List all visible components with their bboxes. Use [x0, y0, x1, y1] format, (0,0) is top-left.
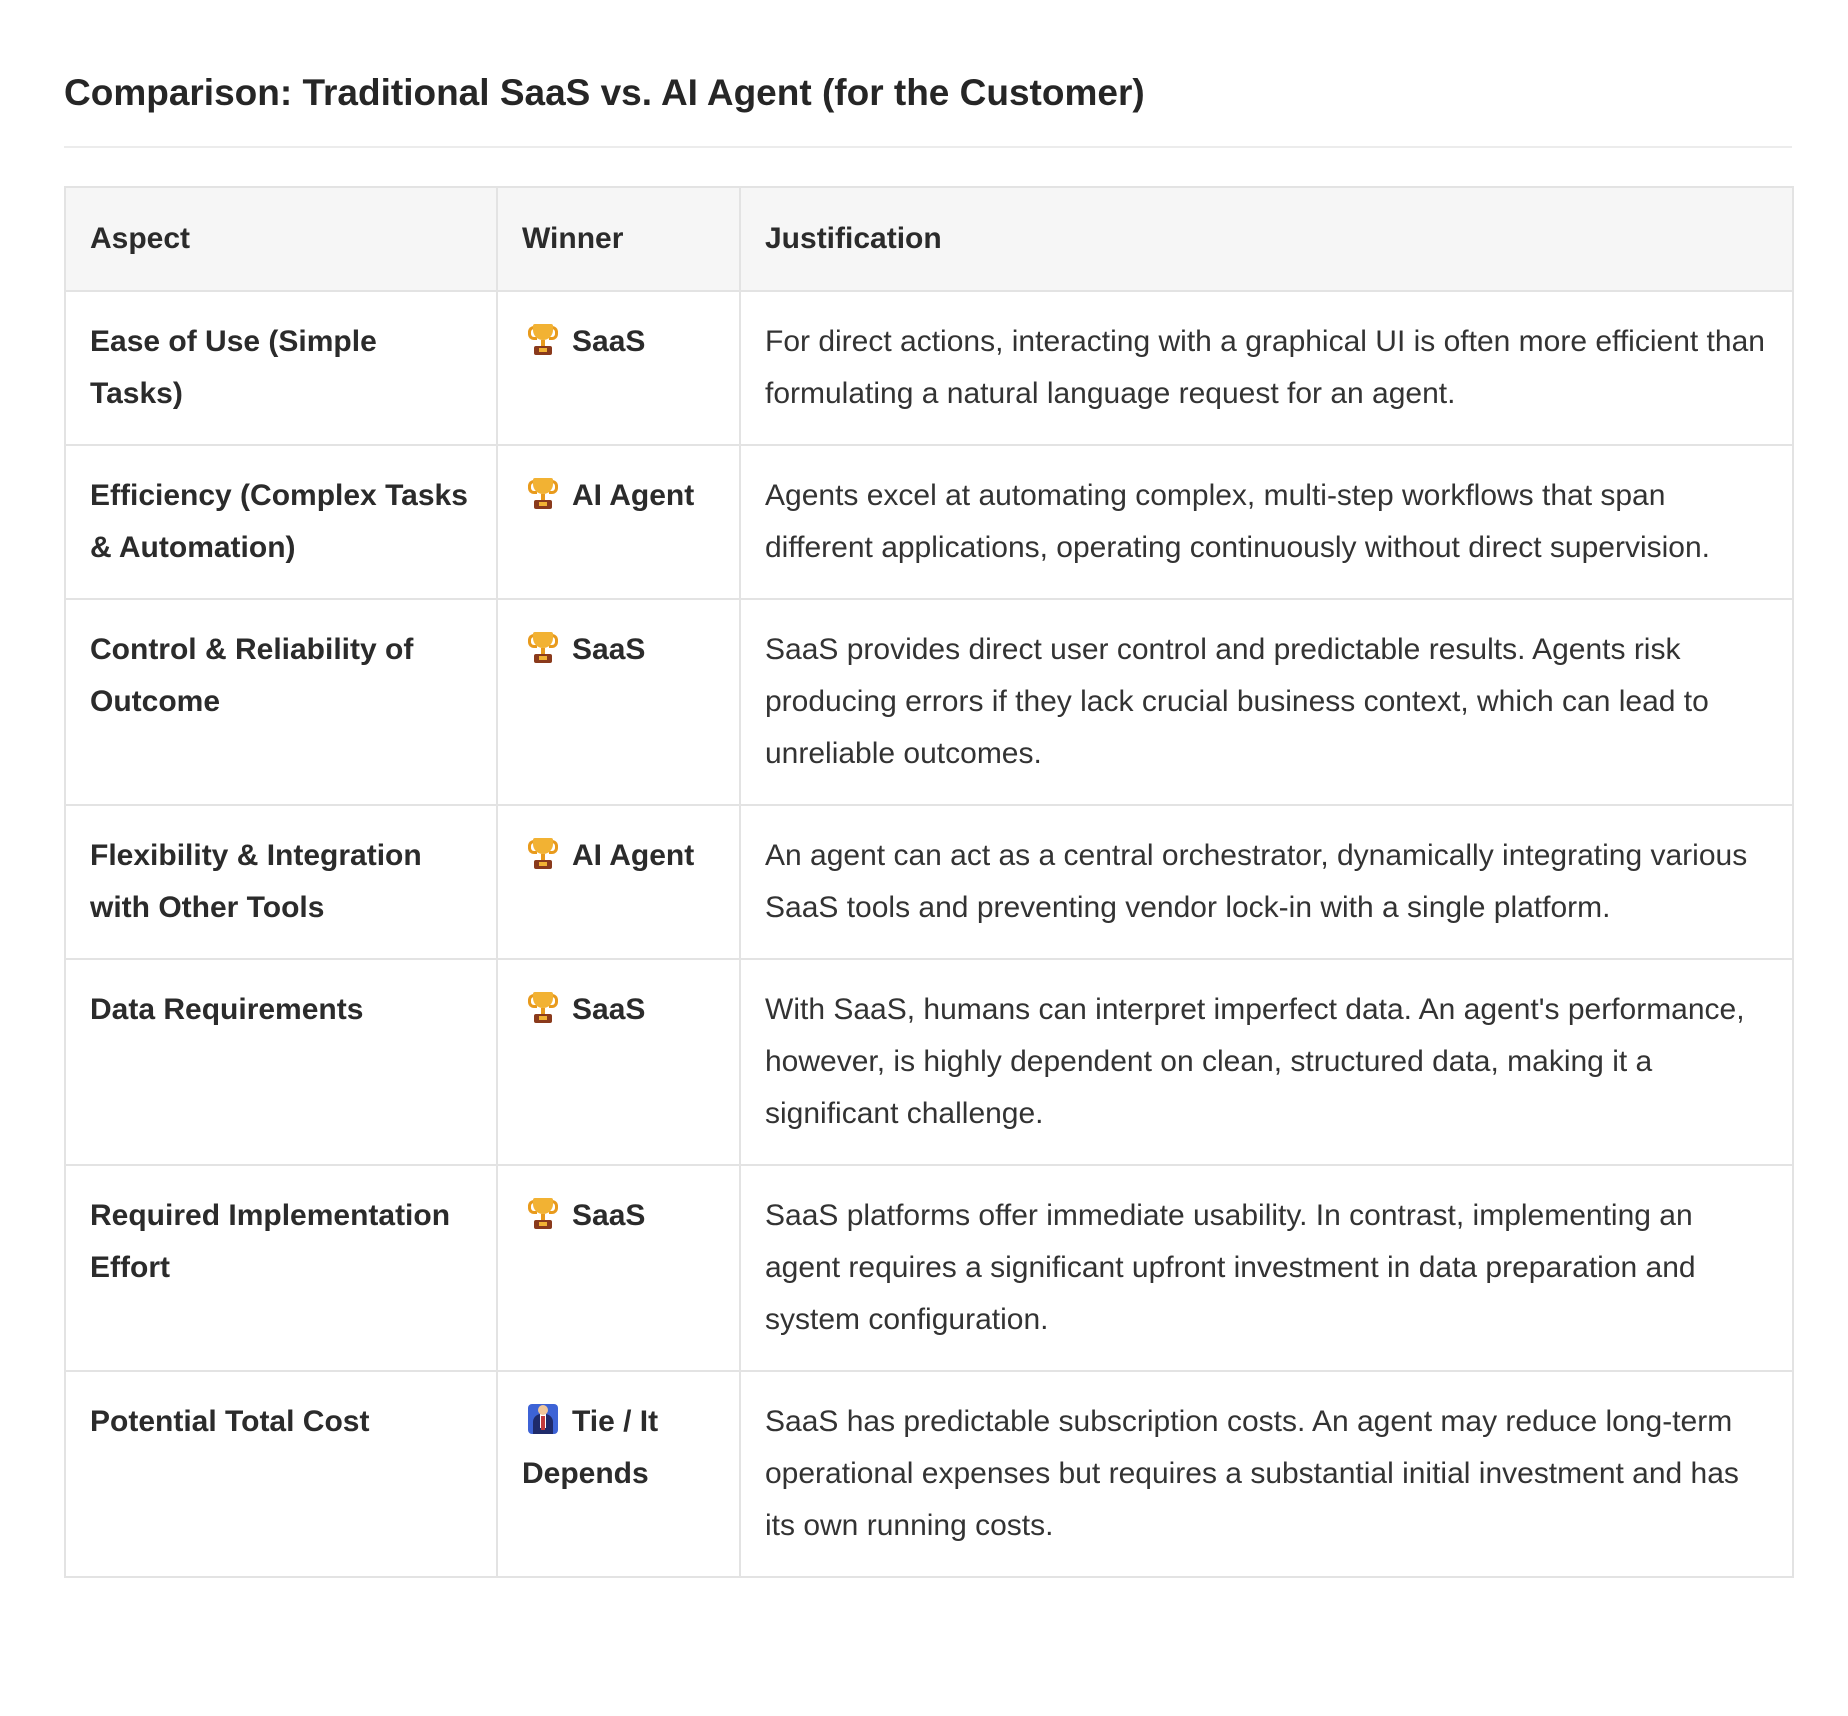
aspect-cell: Ease of Use (Simple Tasks) [65, 291, 497, 445]
table-row [65, 599, 1793, 805]
justification-cell: SaaS platforms offer immediate usability. In contrast, implementing an agent requires a significant upfront investment in data preparation and system configuration. [740, 1165, 1793, 1371]
trophy-icon [528, 476, 558, 510]
winner-label: SaaS [572, 1199, 646, 1232]
aspect-cell: Required Implementation Effort [65, 1165, 497, 1371]
table-row [65, 805, 1793, 959]
aspect-cell: Flexibility & Integration with Other Tools [65, 805, 497, 959]
winner-label: SaaS [572, 993, 646, 1026]
trophy-icon [528, 836, 558, 870]
aspect-cell: Potential Total Cost [65, 1371, 497, 1577]
winner-label: AI Agent [572, 479, 695, 512]
trophy-icon [528, 990, 558, 1024]
justification-cell: For direct actions, interacting with a graphical UI is often more efficient than formulating a natural language request for an agent. [740, 291, 1793, 445]
winner-cell [497, 805, 740, 959]
winner-cell [497, 445, 740, 599]
table-row [65, 445, 1793, 599]
page-title: Comparison: Traditional SaaS vs. AI Agent (for the Customer) [64, 72, 1145, 113]
justification-cell: With SaaS, humans can interpret imperfect data. An agent's performance, however, is highly dependent on clean, structured data, making it a significant challenge. [740, 959, 1793, 1165]
justification-cell: SaaS has predictable subscription costs. An agent may reduce long-term operational expenses but requires a substantial initial investment and has its own running costs. [740, 1371, 1793, 1577]
justification-cell: Agents excel at automating complex, multi-step workflows that span different applications, operating continuously without direct supervision. [740, 445, 1793, 599]
winner-label: AI Agent [572, 839, 695, 872]
table-row [65, 291, 1793, 445]
title-divider [64, 146, 1792, 148]
table-row [65, 959, 1793, 1165]
table-row [65, 1165, 1793, 1371]
column-header-aspect: Aspect [65, 187, 497, 291]
comparison-table [64, 186, 1794, 1578]
winner-cell [497, 1371, 740, 1577]
winner-label: SaaS [572, 325, 646, 358]
trophy-icon [528, 630, 558, 664]
trophy-icon [528, 322, 558, 356]
winner-label: SaaS [572, 633, 646, 666]
aspect-cell: Data Requirements [65, 959, 497, 1165]
column-header-winner: Winner [497, 187, 740, 291]
justification-cell: An agent can act as a central orchestrator, dynamically integrating various SaaS tools and preventing vendor lock-in with a single platform. [740, 805, 1793, 959]
table-header-row [65, 187, 1793, 291]
winner-cell [497, 959, 740, 1165]
winner-cell [497, 1165, 740, 1371]
aspect-cell: Control & Reliability of Outcome [65, 599, 497, 805]
trophy-icon [528, 1196, 558, 1230]
table-row [65, 1371, 1793, 1577]
winner-cell [497, 291, 740, 445]
winner-label: Tie / It Depends [522, 1405, 659, 1490]
winner-cell [497, 599, 740, 805]
column-header-justification: Justification [740, 187, 1793, 291]
aspect-cell: Efficiency (Complex Tasks & Automation) [65, 445, 497, 599]
person-in-suit-icon [528, 1402, 558, 1436]
justification-cell: SaaS provides direct user control and predictable results. Agents risk producing errors if they lack crucial business context, which can lead to unreliable outcomes. [740, 599, 1793, 805]
